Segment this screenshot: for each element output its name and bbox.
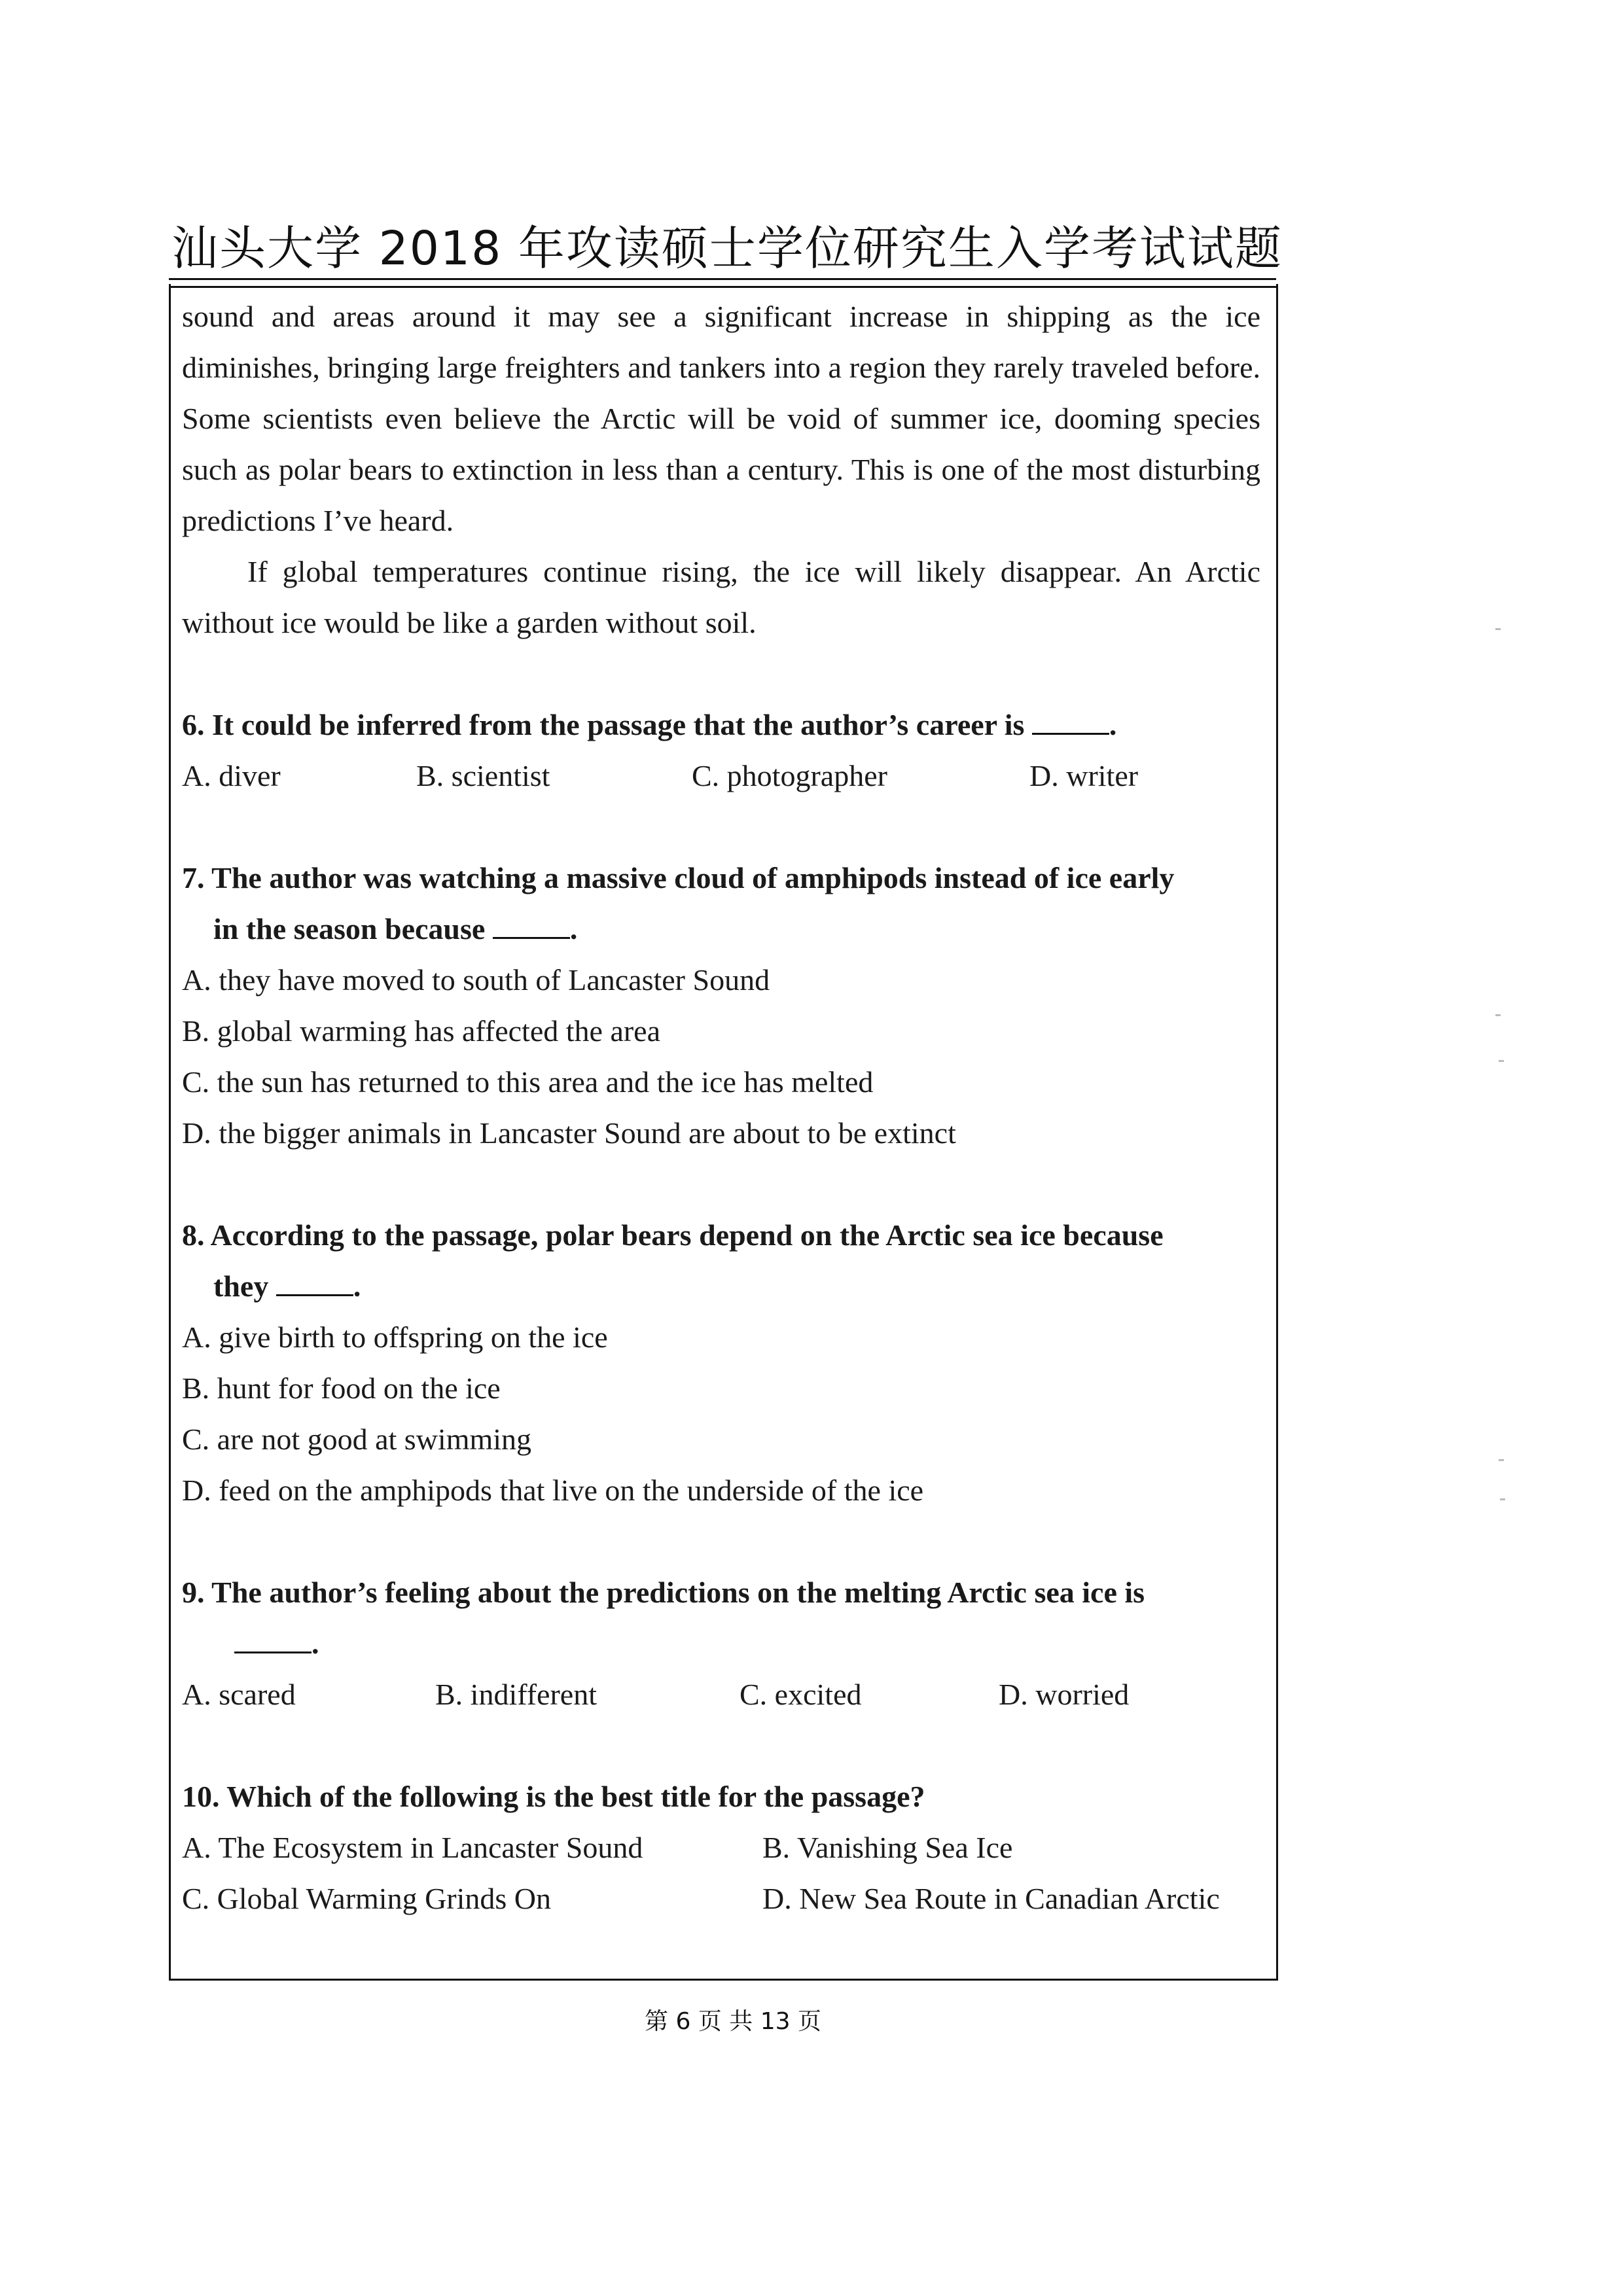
question-stem: 8. According to the passage, polar bears depend on the Arctic sea ice because: [182, 1218, 1164, 1252]
option-c: C. the sun has returned to this area and the ice has melted: [182, 1065, 874, 1099]
question-9: [182, 1567, 1260, 1720]
question-stem: 6. It could be inferred from the passage that the author’s career is .: [182, 708, 1117, 741]
option-a: A. diver: [182, 759, 281, 792]
scan-speck: [1499, 1459, 1504, 1461]
option-d: D. worried: [999, 1678, 1130, 1711]
question-stem: 9. The author’s feeling about the predictions on the melting Arctic sea ice is: [182, 1576, 1145, 1609]
question-10: [182, 1771, 1260, 1924]
option-a: A. The Ecosystem in Lancaster Sound: [182, 1831, 643, 1864]
question-stem: 10. Which of the following is the best title for the passage?: [182, 1780, 925, 1813]
scan-speck: [1495, 628, 1501, 630]
option-a: A. give birth to offspring on the ice: [182, 1320, 608, 1354]
question-stem-cont: they .: [213, 1269, 361, 1303]
question-stem-cont: in the season because .: [213, 912, 578, 945]
question-stem-cont: .: [182, 1618, 1260, 1669]
passage-paragraph: If global temperatures continue rising, the ice will likely disappear. An Arctic without ice would be like a garden without soil.: [182, 555, 1260, 639]
question-6: [182, 699, 1260, 802]
answer-blank: [493, 912, 570, 939]
exam-content: [182, 291, 1260, 1924]
question-stem: 7. The author was watching a massive cloud of amphipods instead of ice early: [182, 861, 1175, 894]
option-c: C. excited: [740, 1678, 862, 1711]
option-b: B. hunt for food on the ice: [182, 1371, 501, 1405]
option-d: D. feed on the amphipods that live on the underside of the ice: [182, 1474, 924, 1507]
option-c: C. Global Warming Grinds On: [182, 1882, 552, 1915]
scan-speck: [1499, 1060, 1504, 1062]
option-b: B. indifferent: [435, 1678, 597, 1711]
page-number: 第 6 页 共 13 页: [645, 2008, 821, 2035]
option-row: [182, 751, 1260, 802]
option-b: B. scientist: [416, 759, 550, 792]
answer-blank: [276, 1269, 353, 1296]
option-d: D. writer: [1029, 759, 1139, 792]
option-row: [182, 1669, 1260, 1720]
question-7: [182, 853, 1260, 1159]
answer-blank: [234, 1627, 312, 1653]
option-a: A. scared: [182, 1678, 296, 1711]
scan-speck: [1500, 1498, 1505, 1500]
passage-paragraph: sound and areas around it may see a significant increase in shipping as the ice diminishes, bringing large freighters and tankers into a region they rarely traveled before. Some scientists even believe the Arctic will be void of summer ice, dooming species such as polar bears to extinction in less than a century. This is one of the most disturbing predictions I’ve heard.: [182, 300, 1260, 537]
option-b: B. Vanishing Sea Ice: [762, 1831, 1013, 1864]
option-b: B. global warming has affected the area: [182, 1014, 661, 1048]
option-c: C. are not good at swimming: [182, 1422, 532, 1456]
scan-speck: [1495, 1014, 1501, 1016]
option-c: C. photographer: [692, 759, 887, 792]
question-8: [182, 1210, 1260, 1516]
exam-title: 汕头大学 2018 年攻读硕士学位研究生入学考试试题: [171, 221, 1283, 275]
option-d: D. New Sea Route in Canadian Arctic: [762, 1882, 1220, 1915]
option-d: D. the bigger animals in Lancaster Sound are about to be extinct: [182, 1116, 956, 1150]
option-grid: [182, 1822, 1260, 1924]
option-a: A. they have moved to south of Lancaster Sound: [182, 963, 770, 997]
answer-blank: [1032, 708, 1109, 735]
reading-passage: [182, 291, 1260, 648]
